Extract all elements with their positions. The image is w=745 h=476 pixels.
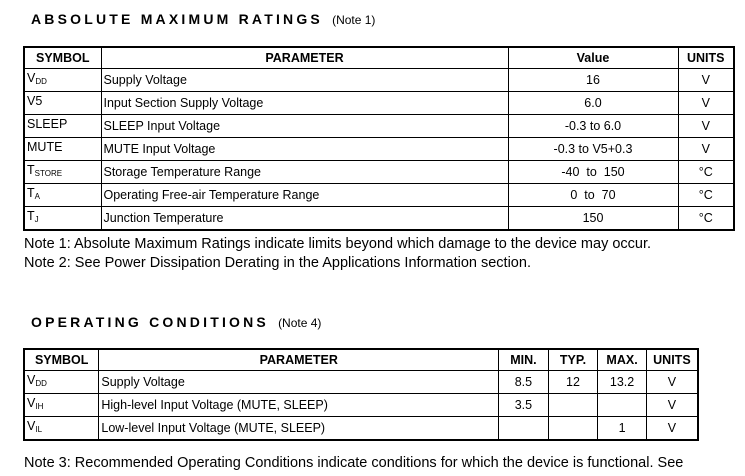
parameter-cell: High-level Input Voltage (MUTE, SLEEP) [99, 394, 499, 417]
units-cell: V [678, 92, 734, 115]
symbol-subscript: J [34, 215, 39, 224]
abs-max-header-units: UNITS [678, 47, 734, 69]
note-3: Note 3: Recommended Operating Conditions indicate conditions for which the device is functional. See [24, 455, 684, 471]
symbol-cell [24, 69, 101, 92]
op-cond-note-ref: (Note 4) [278, 316, 322, 330]
op-cond-table [23, 348, 699, 441]
units-cell: V [678, 69, 734, 92]
parameter-cell: Low-level Input Voltage (MUTE, SLEEP) [99, 417, 499, 441]
symbol-subscript: STORE [34, 169, 63, 178]
symbol-cell [24, 417, 99, 441]
table-row [24, 417, 698, 441]
max-cell: 1 [598, 417, 647, 441]
table-row [24, 207, 734, 231]
op-cond-title [31, 314, 321, 330]
max-cell [598, 394, 647, 417]
typ-cell: 12 [548, 371, 598, 394]
symbol-cell [24, 115, 101, 138]
value-cell: -0.3 to 6.0 [508, 115, 678, 138]
op-cond-header-max: MAX. [598, 349, 647, 371]
table-row [24, 371, 698, 394]
parameter-cell: Operating Free-air Temperature Range [101, 184, 508, 207]
units-cell: V [646, 417, 698, 441]
units-cell: °C [678, 161, 734, 184]
symbol-subscript: DD [35, 379, 47, 388]
table-row [24, 115, 734, 138]
parameter-cell: MUTE Input Voltage [101, 138, 508, 161]
symbol-cell [24, 161, 101, 184]
table-row [24, 69, 734, 92]
symbol-text: MUTE [27, 140, 63, 154]
op-cond-header-min: MIN. [499, 349, 549, 371]
abs-max-header-parameter: PARAMETER [101, 47, 508, 69]
table-row [24, 138, 734, 161]
units-cell: °C [678, 207, 734, 231]
symbol-text: SLEEP [27, 117, 68, 131]
op-cond-header-units: UNITS [646, 349, 698, 371]
min-cell: 3.5 [499, 394, 549, 417]
symbol-cell [24, 92, 101, 115]
parameter-cell: Junction Temperature [101, 207, 508, 231]
symbol-text: T [27, 163, 35, 177]
typ-cell [548, 394, 598, 417]
symbol-subscript: A [34, 192, 40, 201]
abs-max-table [23, 46, 735, 231]
symbol-text: T [27, 209, 35, 223]
symbol-cell [24, 138, 101, 161]
abs-max-header-symbol: SYMBOL [24, 47, 101, 69]
notes-block-2 [24, 454, 683, 473]
abs-max-title [31, 11, 375, 27]
table-row [24, 184, 734, 207]
value-cell: -0.3 to V5+0.3 [508, 138, 678, 161]
op-cond-header-parameter: PARAMETER [99, 349, 499, 371]
op-cond-header-row [24, 349, 698, 371]
value-cell: 0 to 70 [508, 184, 678, 207]
note-1: Note 1: Absolute Maximum Ratings indicate limits beyond which damage to the device may occur. [24, 236, 652, 252]
abs-max-header-row [24, 47, 734, 69]
op-cond-header-symbol: SYMBOL [24, 349, 99, 371]
parameter-cell: Supply Voltage [101, 69, 508, 92]
symbol-subscript: IL [35, 425, 43, 434]
note-2: Note 2: See Power Dissipation Derating in the Applications Information section. [24, 255, 531, 271]
value-cell: 6.0 [508, 92, 678, 115]
max-cell: 13.2 [598, 371, 647, 394]
units-cell: °C [678, 184, 734, 207]
parameter-cell: Storage Temperature Range [101, 161, 508, 184]
value-cell: -40 to 150 [508, 161, 678, 184]
symbol-cell [24, 184, 101, 207]
symbol-text: V [27, 396, 36, 410]
min-cell: 8.5 [499, 371, 549, 394]
parameter-cell: SLEEP Input Voltage [101, 115, 508, 138]
symbol-text: V [27, 71, 36, 85]
symbol-text: V [27, 373, 36, 387]
min-cell [499, 417, 549, 441]
units-cell: V [678, 115, 734, 138]
units-cell: V [646, 394, 698, 417]
symbol-cell [24, 394, 99, 417]
table-row [24, 394, 698, 417]
symbol-text: V5 [27, 94, 43, 108]
parameter-cell: Input Section Supply Voltage [101, 92, 508, 115]
symbol-text: T [27, 186, 35, 200]
notes-block-1 [24, 235, 651, 273]
symbol-cell [24, 207, 101, 231]
units-cell: V [678, 138, 734, 161]
units-cell: V [646, 371, 698, 394]
op-cond-title-text: OPERATING CONDITIONS [31, 314, 269, 330]
typ-cell [548, 417, 598, 441]
symbol-subscript: DD [35, 77, 47, 86]
table-row [24, 92, 734, 115]
abs-max-title-text: ABSOLUTE MAXIMUM RATINGS [31, 11, 323, 27]
value-cell: 16 [508, 69, 678, 92]
value-cell: 150 [508, 207, 678, 231]
table-row [24, 161, 734, 184]
abs-max-note-ref: (Note 1) [332, 13, 376, 27]
parameter-cell: Supply Voltage [99, 371, 499, 394]
symbol-cell [24, 371, 99, 394]
abs-max-header-value: Value [508, 47, 678, 69]
symbol-subscript: IH [35, 402, 44, 411]
op-cond-header-typ: TYP. [548, 349, 598, 371]
symbol-text: V [27, 419, 36, 433]
